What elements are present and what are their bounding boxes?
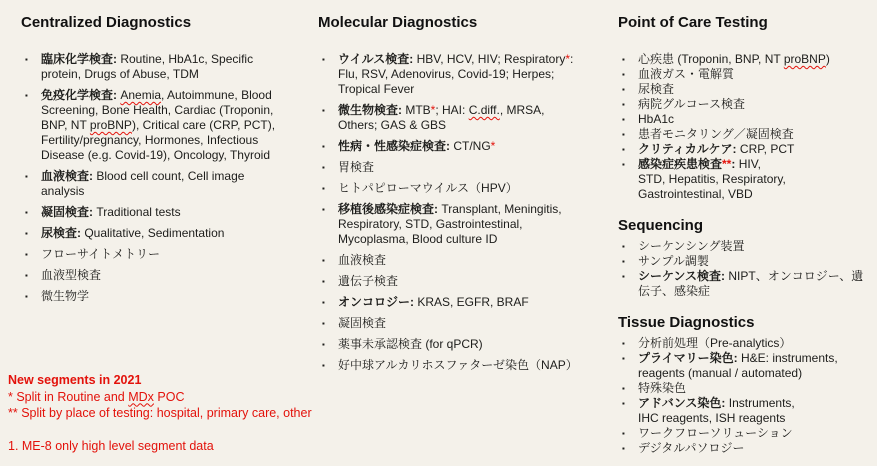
list-item	[21, 268, 279, 283]
list-item	[618, 157, 868, 202]
text-run: 微生物検査:	[338, 103, 402, 117]
list-item	[618, 82, 868, 97]
text-run: 分析前処理（Pre-analytics）	[638, 336, 792, 350]
list-item	[318, 274, 580, 289]
text-run: 血液検査:	[41, 169, 93, 183]
section-sequencing	[618, 217, 868, 299]
list-item	[618, 269, 868, 299]
footnote-line	[8, 389, 312, 406]
section-heading-molecular-diagnostics: Molecular Diagnostics	[318, 14, 478, 31]
column-poc-sequencing-tissue	[618, 14, 868, 456]
text-run: , Autoimmune, Blood Screening, Bone Health, Cardiac (Troponin, BNP, NT	[41, 88, 274, 132]
text-run: Instruments,	[725, 396, 795, 410]
text-run: 感染症疾患検査	[638, 157, 723, 171]
text-run: *	[430, 103, 436, 117]
list-item	[21, 88, 279, 163]
section-heading-sequencing: Sequencing	[618, 217, 704, 234]
text-run: シーケンシング装置	[638, 239, 745, 253]
text-run: **	[722, 157, 732, 171]
list-item	[318, 52, 580, 97]
list-item	[318, 202, 580, 247]
text-run: フローサイトメトリー	[41, 247, 161, 261]
text-run: 凝固検査	[338, 316, 387, 330]
text-run: )	[825, 52, 830, 66]
footnotes	[8, 372, 312, 455]
list-item	[618, 426, 868, 441]
text-run: オンコロジー:	[338, 295, 414, 309]
text-run: , MRSA, Others; GAS & GBS	[338, 103, 545, 132]
text-run: 性病・性感染症検査:	[338, 139, 450, 153]
text-run: 微生物学	[41, 289, 90, 303]
text-run: クリティカルケア:	[638, 142, 737, 156]
section-tissue-diagnostics	[618, 314, 868, 456]
list-item	[318, 139, 580, 154]
text-run: CT/NG	[450, 139, 491, 153]
text-run: ), Critical care (CRP, PCT), Fertility/pregnancy, Hormones, Infectious Disease (e.g. Covid-19), Oncology, Thyroid	[41, 118, 276, 162]
text-run: MTB	[402, 103, 431, 117]
text-run: *	[565, 52, 571, 66]
footnote-spacer	[8, 422, 312, 439]
list-item	[318, 295, 580, 310]
text-run: NIPT、オンコロジー、遺伝子、感染症	[638, 269, 864, 298]
section-molecular-diagnostics	[318, 14, 580, 373]
list-item	[21, 205, 279, 220]
text-run: 遺伝子検査	[338, 274, 399, 288]
text-run: Qualitative, Sedimentation	[81, 226, 225, 240]
section-point-of-care-testing	[618, 14, 868, 202]
list-item	[21, 52, 279, 82]
text-run: シーケンス検査:	[638, 269, 726, 283]
list-item	[618, 127, 868, 142]
text-run: :	[731, 157, 736, 171]
list-item	[618, 396, 868, 426]
section-heading-centralized-diagnostics: Centralized Diagnostics	[21, 14, 192, 31]
text-run: IHC reagents, ISH reagents	[638, 411, 786, 425]
list-item	[618, 142, 868, 157]
list-item	[618, 97, 868, 112]
text-run: 凝固検査:	[41, 205, 93, 219]
text-run: Traditional tests	[93, 205, 181, 219]
text-run: 免疫化学検査:	[41, 88, 117, 102]
text-run: 尿検査	[638, 82, 675, 96]
text-run: ウイルス検査:	[338, 52, 414, 66]
list-item	[318, 316, 580, 331]
text-run: CRP, PCT	[736, 142, 795, 156]
list-item	[318, 358, 580, 373]
section-centralized-diagnostics	[21, 14, 279, 304]
text-run: HbA1c	[638, 112, 675, 126]
text-run: H&E: instruments, reagents (manual / automated)	[638, 351, 838, 380]
text-run: 血液型検査	[41, 268, 102, 282]
text-run: 血液検査	[338, 253, 387, 267]
text-run: POC	[153, 389, 185, 404]
list-item	[21, 226, 279, 241]
text-run: Anemia	[120, 88, 162, 102]
text-run: Transplant, Meningitis, Respiratory, STD, Gastrointestinal, Mycoplasma, Blood culture ID	[338, 202, 562, 246]
text-run: HBV, HCV, HIV; Respiratory	[413, 52, 566, 66]
list-item	[618, 239, 868, 254]
text-run: 胃検査	[338, 160, 375, 174]
text-run: 心疾患 (Troponin, BNP, NT	[638, 52, 784, 66]
text-run: Routine, HbA1c, Specific protein, Drugs of Abuse, TDM	[41, 52, 254, 81]
list-item	[21, 169, 279, 199]
list-item	[618, 441, 868, 456]
list-item	[21, 289, 279, 304]
footnote-line	[8, 405, 312, 422]
text-run: ヒトパピローマウイルス（HPV）	[338, 181, 518, 195]
text-run: プライマリー染色:	[638, 351, 738, 365]
text-run: 特殊染色	[638, 381, 687, 395]
text-run: サンプル調製	[638, 254, 709, 268]
bullet-list-point-of-care-testing	[618, 52, 868, 202]
text-run: ; HAI:	[435, 103, 469, 117]
column-centralized-diagnostics	[21, 14, 279, 310]
list-item	[318, 337, 580, 352]
text-run: STD, Hepatitis, Respiratory, Gastrointestinal, VBD	[638, 172, 786, 201]
bullet-list-tissue-diagnostics	[618, 336, 868, 456]
text-run: : Flu, RSV, Adenovirus, Covid-19; Herpes; Tropical Fever	[338, 52, 574, 96]
bullet-list-centralized-diagnostics	[21, 52, 279, 304]
list-item	[618, 112, 868, 127]
list-item	[318, 253, 580, 268]
text-run: 薬事未承認検査 (for qPCR)	[338, 337, 483, 351]
footnote-line	[8, 438, 312, 455]
text-run: proBNP	[783, 52, 826, 66]
text-run: 1. ME-8 only high level segment data	[8, 439, 214, 453]
list-item	[618, 381, 868, 396]
text-run: 移植後感染症検査:	[338, 202, 438, 216]
text-run: 好中球アルカリホスファターゼ染色（NAP）	[338, 358, 578, 372]
text-run: HIV,	[735, 157, 761, 171]
text-run: ** Split by place of testing: hospital, primary care, other	[8, 406, 312, 420]
section-heading-tissue-diagnostics: Tissue Diagnostics	[618, 314, 755, 331]
text-run: デジタルパソロジー	[638, 441, 745, 455]
bullet-list-molecular-diagnostics	[318, 52, 580, 373]
list-item	[618, 254, 868, 269]
text-run: MDx	[128, 389, 154, 404]
text-run: 病院グルコース検査	[638, 97, 746, 111]
list-item	[618, 67, 868, 82]
list-item	[618, 351, 868, 381]
text-run: 臨床化学検査:	[41, 52, 117, 66]
text-run: *	[490, 139, 496, 153]
text-run: New segments in 2021	[8, 373, 142, 387]
text-run: アドバンス染色:	[638, 396, 726, 410]
text-run: * Split in Routine and	[8, 389, 129, 404]
section-heading-point-of-care-testing: Point of Care Testing	[618, 14, 768, 31]
list-item	[21, 247, 279, 262]
text-run: proBNP	[89, 118, 132, 132]
list-item	[618, 52, 868, 67]
text-run: KRAS, EGFR, BRAF	[414, 295, 529, 309]
column-molecular-diagnostics	[318, 14, 580, 379]
text-run: Blood cell count, Cell image analysis	[41, 169, 245, 198]
text-run: 血液ガス・電解質	[638, 67, 735, 81]
text-run: C.diff.	[468, 103, 500, 117]
footnote-line	[8, 372, 312, 389]
list-item	[318, 181, 580, 196]
list-item	[318, 160, 580, 175]
list-item	[318, 103, 580, 133]
list-item	[618, 336, 868, 351]
text-run: ワークフローソリューション	[638, 426, 793, 440]
bullet-list-sequencing	[618, 239, 868, 299]
text-run: 患者モニタリング／凝固検査	[638, 127, 794, 141]
text-run: 尿検査:	[41, 226, 81, 240]
